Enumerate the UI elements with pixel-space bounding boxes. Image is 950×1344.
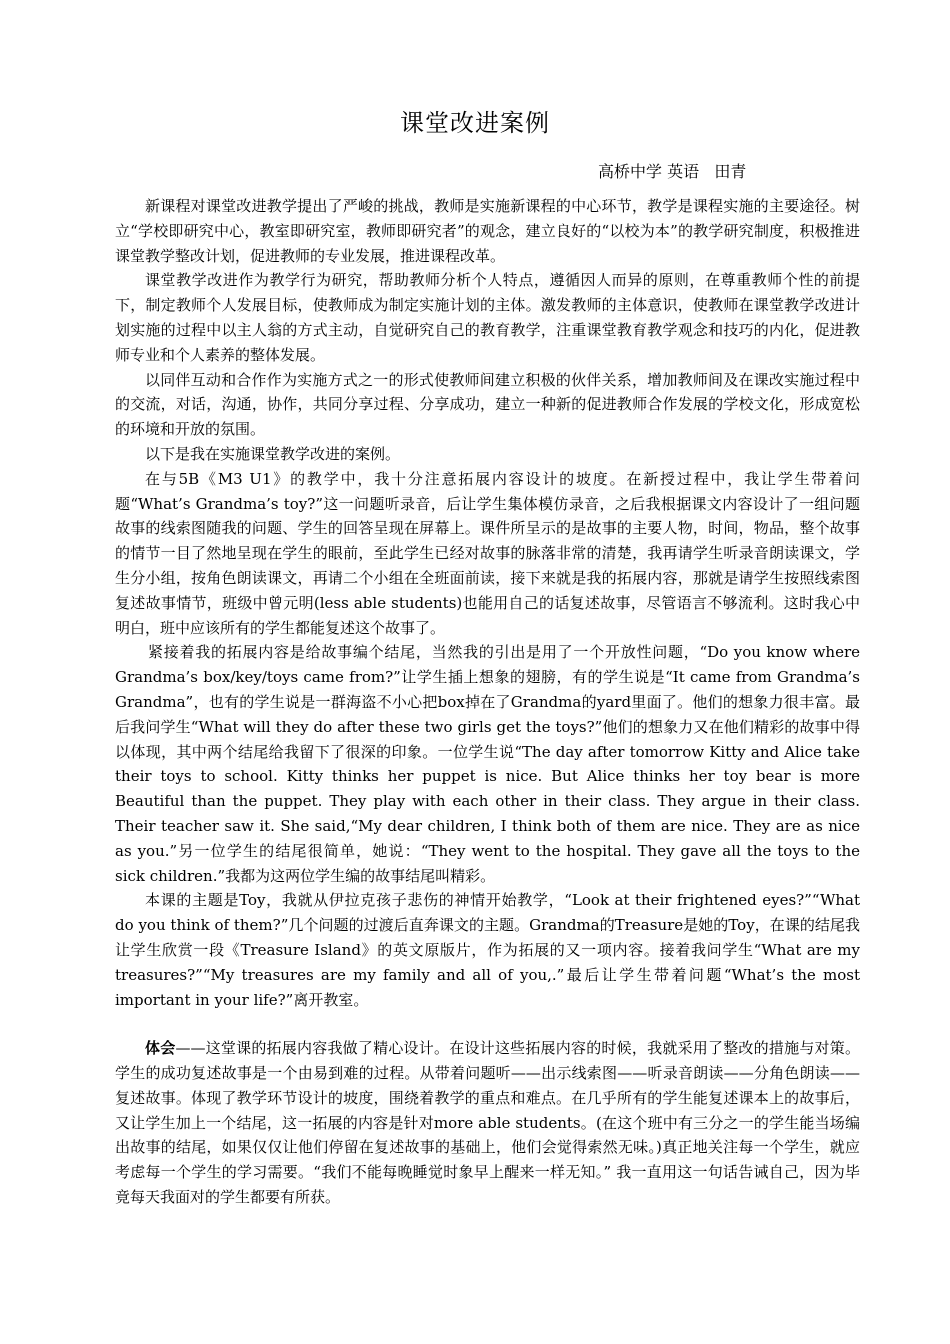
paragraph-case-intro: 以下是我在实施课堂教学改进的案例。 xyxy=(145,444,401,463)
reflection-label: 体会 xyxy=(145,1039,176,1058)
paragraph-reflection xyxy=(115,1036,860,1210)
paragraph-case-theme: 本课的主题是Toy，我就从伊拉克孩子悲伤的神情开始教学，“Look at their frightened eyes?”“What do you think of them?”几个问题的过渡后直奔课文的主题。Grandma的Treasure是她的Toy，在课的结尾我让学生欣赏一段《Treasure Island》的英文原版片，作为拓展的又一项内容。接着我问学生“What are my treasures?”“My treasures are my family and all of you,.”最后让学生带着问题“What’s the most important in your life?”离开教室。 xyxy=(115,891,860,1009)
paragraph-improvement: 课堂教学改进作为教学行为研究，帮助教师分析个人特点，遵循因人而异的原则，在尊重教师个性的前提下，制定教师个人发展目标，使教师成为制定实施计划的主体。激发教师的主体意识，使教师在课堂教学改进计划实施的过程中以主人翁的方式主动，自觉研究自己的教育教学，注重课堂教育教学观念和技巧的内化，促进教师专业和个人素养的整体发展。 xyxy=(115,271,860,364)
paragraph-case-ending: 紧接着我的拓展内容是给故事编个结尾，当然我的引出是用了一个开放性问题，“Do you know where Grandma’s box/key/toys came from?”让学生插上想象的翅膀，有的学生说是“It came from Grandma’s Grandma”，也有的学生说是一群海盗不小心把box掉在了Grandma的yard里面了。他们的想象力很丰富。最后我问学生“What will they do after these two girls get the toys?”他们的想象力又在他们精彩的故事中得以体现，其中两个结尾给我留下了很深的印象。一位学生说“The day after tomorrow Kitty and Alice take their toys to school. Kitty thinks her puppet is nice. But Alice thinks her toy bear is more Beautiful than the puppet. They play with each other in their class. They argue in their class. Their teacher saw it. She said,“My dear children, I think both of them are nice. They are as nice as you.”另一位学生的结尾很简单，她说：“They went to the hospital. They gave all the toys to the sick children.”我都为这两位学生编的故事结尾叫精彩。 xyxy=(115,643,860,885)
body-text xyxy=(115,194,860,1210)
page-title: 课堂改进案例 xyxy=(400,109,550,137)
paragraph-intro: 新课程对课堂改进教学提出了严峻的挑战，教师是实施新课程的中心环节，教学是课程实施的主要途径。树立“学校即研究中心，教室即研究室，教师即研究者”的观念，建立良好的“以校为本”的教学研究制度，积极推进课堂教学整改计划，促进教师的专业发展，推进课程改革。 xyxy=(115,197,860,265)
paragraph-case-retelling: 在与5B《M3 U1》的教学中，我十分注意拓展内容设计的坡度。在新授过程中，我让学生带着问题“What’s Grandma’s toy?”这一问题听录音，后让学生集体模仿录音，之后我根据课文内容设计了一组问题故事的线索图随我的问题、学生的回答呈现在屏幕上。课件所呈示的是故事的主要人物，时间，物品，整个故事的情节一目了然地呈现在学生的眼前，至此学生已经对故事的脉落非常的清楚，我再请学生听录音朗读课文，学生分小组，按角色朗读课文，再请二个小组在全班面前读，接下来就是我的拓展内容，那就是请学生按照线索图复述故事情节，班级中曾元明(less able students)也能用自己的话复述故事，尽管语言不够流利。这时我心中明白，班中应该所有的学生都能复述这个故事了。 xyxy=(115,469,860,637)
reflection-text: ——这堂课的拓展内容我做了精心设计。在设计这些拓展内容的时候，我就采用了整改的措施与对策。学生的成功复述故事是一个由易到难的过程。从带着问题听——出示线索图——听录音朗读——分角色朗读——复述故事。体现了教学环节设计的坡度，围绕着教学的重点和难点。在几乎所有的学生能复述课本上的故事后，又让学生加上一个结尾，这一拓展的内容是针对more able students。(在这个班中有三分之一的学生能当场编出故事的结尾，如果仅仅让他们停留在复述故事的基础上，他们会觉得索然无味。)真正地关注每一个学生，就应考虑每一个学生的学习需要。“我们不能每晚睡觉时象早上醒来一样无知。” 我一直用这一句话告诫自己，因为毕竟每天我面对的学生都要有所获。 xyxy=(115,1039,860,1207)
paragraph-collaboration: 以同伴互动和合作作为实施方式之一的形式使教师间建立积极的伙伴关系，增加教师间及在课改实施过程中的交流，对话，沟通，协作，共同分享过程、分享成功，建立一种新的促进教师合作发展的学校文化，形成宽松的环境和开放的氛围。 xyxy=(115,370,860,439)
author-byline: 高桥中学 英语 田青 xyxy=(598,162,747,181)
